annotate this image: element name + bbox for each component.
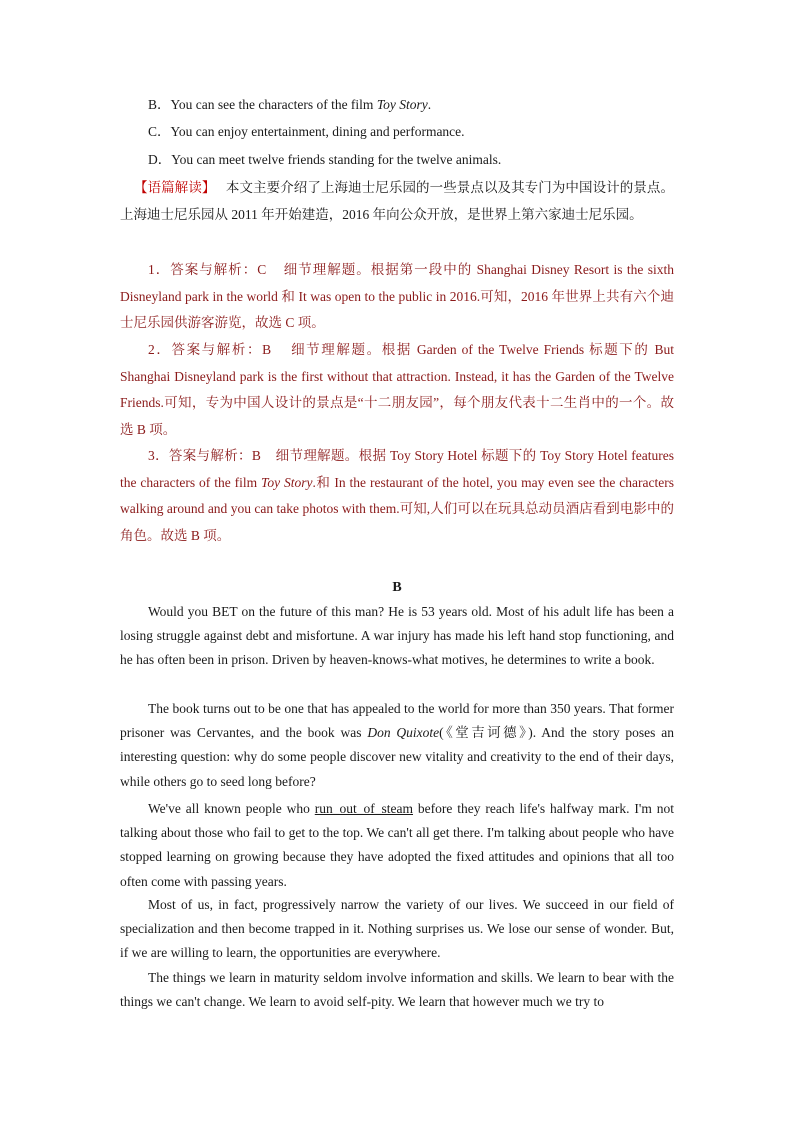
passage-paragraph-5: The things we learn in maturity seldom involve information and skills. We learn to bear with the things we can't change. We learn to avoid self-pity. We learn that however much we try to xyxy=(120,970,674,1010)
option-c: C．You can enjoy entertainment, dining and performance. xyxy=(148,124,465,139)
analysis-text: 本文主要介绍了上海迪士尼乐园的一些景点以及其专门为中国设计的景点。上海迪士尼乐园从 2011 年开始建造，2016 年向公众开放，是世界上第六家迪士尼乐园。 xyxy=(120,180,675,222)
discourse-analysis xyxy=(120,175,674,228)
passage-paragraph-4: Most of us, in fact, progressively narrow the variety of our lives. We succeed in our field of specialization and then become trapped in it. Nothing surprises us. We lose our sense of wonder. But, if we are willing to learn, the opportunities are everywhere. xyxy=(120,897,674,961)
answer-3: 3．答案与解析：B 细节理解题。根据 Toy Story Hotel 标题下的 Toy Story Hotel features the characters of the film Toy Story.和 In the restaurant of the hotel, you may even see the characters walking around and you can take photos with them.可知,人们可以在玩具总动员酒店看到电影中的角色。故选 B 项。 xyxy=(120,448,674,543)
answer-2: 2．答案与解析：B 细节理解题。根据 Garden of the Twelve Friends 标题下的 But Shanghai Disneyland park is the first without that attraction. Instead, it has the Garden of the Twelve Friends.可知，专为中国人设计的景点是“十二朋友园”，每个朋友代表十二生肖中的一个。故选 B 项。 xyxy=(120,342,675,437)
section-b-heading: B xyxy=(392,580,402,595)
analysis-tag: 【语篇解读】 xyxy=(134,180,216,195)
option-b: B．You can see the characters of the film Toy Story. xyxy=(148,97,432,112)
passage-paragraph-1: Would you BET on the future of this man? He is 53 years old. Most of his adult life has been a losing struggle against debt and misfortune. A war injury has made his left hand stop functioning, and he has often been in prison. Driven by heaven-knows-what motives, he determines to write a book. xyxy=(120,604,674,668)
answer-1: 1．答案与解析：C 细节理解题。根据第一段中的 Shanghai Disney Resort is the sixth Disneyland park in the world 和 It was open to the public in 2016.可知，2016 年世界上共有六个迪士尼乐园供游客游览，故选 C 项。 xyxy=(120,262,674,330)
passage-paragraph-2: The book turns out to be one that has appealed to the world for more than 350 years. That former prisoner was Cervantes, and the book was Don Quixote(《堂吉诃德》). And the story poses an interesting question: why do some people discover new vitality and creativity to the end of their days, while others go to seed long before? xyxy=(120,701,674,789)
passage-paragraph-3: We've all known people who run_out_of_steam before they reach life's halfway mark. I'm not talking about those who fail to get to the top. We can't all get there. I'm talking about people who have stopped learning on growing because they have adopted the fixed attitudes and opinions that all too often come with passing years. xyxy=(120,801,675,889)
option-d: D．You can meet twelve friends standing for the twelve animals. xyxy=(148,152,502,167)
underlined-phrase: run_out_of_steam xyxy=(314,801,413,816)
